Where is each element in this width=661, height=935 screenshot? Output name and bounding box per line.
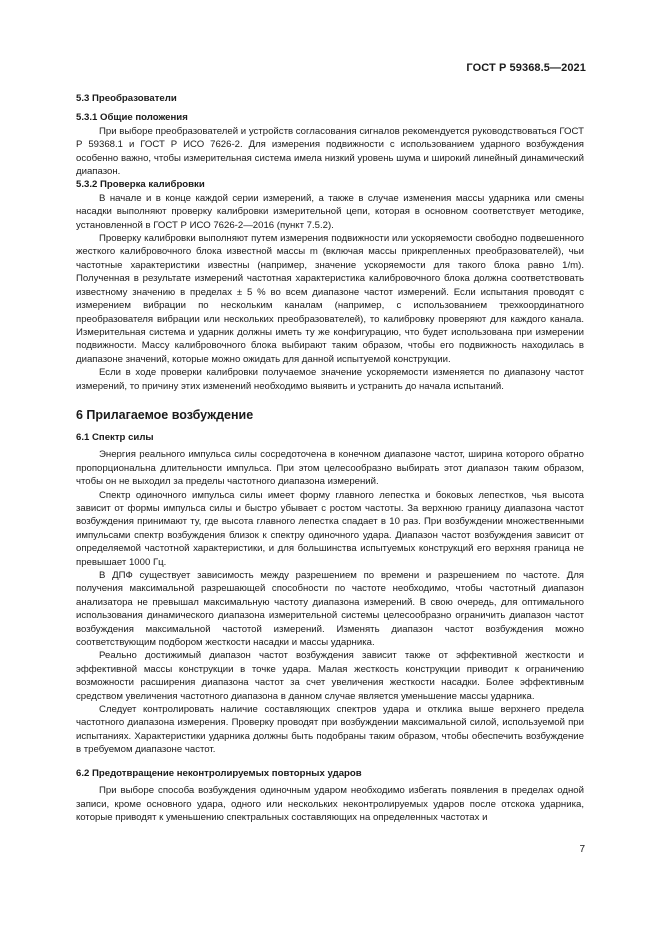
paragraph: Энергия реального импульса силы сосредоточена в конечном диапазоне частот, ширина которого обратно пропорциональна длительности импульса. При этом целесообразно выбирать этот диапазон таким образом, чтобы он не выходил за пределы частотного диапазона измерений. [76,449,584,488]
page-number: 7 [579,844,585,855]
paragraph: В начале и в конце каждой серии измерений, а также в случае изменения массы ударника или смены насадки выполняют проверку калибровки измерительной цепи, которая в основном соответствует методике, установленной в ГОСТ Р ИСО 7626-2—2016 (пункт 7.5.2). [76,192,584,231]
paragraph: Спектр одиночного импульса силы имеет форму главного лепестка и боковых лепестков, чья высота зависит от формы импульса силы и быстро убывает с ростом частоты. За верхнюю границу диапазона частот возбуждения принимают ту, где высота главного лепестка спадает в 10 раз. При возбуждении множественными импульсами спектр возбуждения близок к спектру одиночного удара. Диапазон частот возбуждения зависит от определяемой частотной характеристики, и для большинства испытуемых конструкций его верхняя граница не превышает 1000 Гц. [76,489,584,568]
paragraph: Проверку калибровки выполняют путем измерения подвижности или ускоряемости свободно подвешенного жесткого калибровочного блока известной массы m (включая массы прикрепленных преобразователей), чьи частотные характеристики известны (например, значение ускоряемости для такого блока равно 1/m). Полученная в результате измерений частотная характеристика калибровочного блока должна соответствовать известному значению в пределах ± 5 % во всем диапазоне частот измерений. Если испытания проводят с измерением вибрации по нескольким каналам (например, с использованием трехкоординатного преобразователя вибрации или нескольких преобразователей), то калибровку проверяют для каждого канала. Измерительная система и ударник должны иметь ту же конфигурацию, что будет использована при измерении подвижности. Массу калибровочного блока выбирают таким образом, чтобы его подвижность находилась в диапазоне значений, которые можно ожидать для данной испытуемой конструкции. [76,233,584,365]
paragraph: Если в ходе проверки калибровки получаемое значение ускоряемости изменяется по диапазону частот измерений, то причину этих изменений необходимо выявить и устранить до начала испытаний. [76,367,584,392]
paragraph: Следует контролировать наличие составляющих спектров удара и отклика выше верхнего предела частотного диапазона измерения. Проверку проводят при возбуждении максимальной силой, используемой при испытаниях. Характеристики ударника должны быть подобраны таким образом, чтобы обеспечить возбуждение в требуемом диапазоне частот. [76,704,584,756]
section-6-1-title: 6.1 Спектр силы [76,431,154,443]
paragraph: При выборе способа возбуждения одиночным ударом необходимо избегать появления в пределах одной записи, кроме основного удара, одного или нескольких неконтролируемых ударов после отскока ударника, которые приводят к уменьшению спектральных составляющих на определенных частотах и [76,785,584,823]
paragraph: В ДПФ существует зависимость между разрешением по времени и разрешением по частоте. Для получения максимальной разрешающей способности по частоте необходимо, чтобы частотный диапазон анализатора не превышал максимальную частоту диапазона измерений. В свою очередь, для оптимального использования динамического диапазона измерительной системы целесообразно ограничить диапазон частот возбуждения максимальной частотой измерений. Изменять диапазон частот возбуждения можно соответствующим подбором жесткости насадки и массы ударника. [76,570,584,649]
section-5-3-title: 5.3 Преобразователи [76,93,177,104]
paragraph: При выборе преобразователей и устройств согласования сигналов рекомендуется руководствоваться ГОСТ Р 59368.1 и ГОСТ Р ИСО 7626-2. Для измерения подвижности с использованием ударного возбуждения особенно важно, чтобы измерительная система имела низкий уровень шума и широкий линейный динамический диапазон. [76,125,584,178]
section-5-3-2-title: 5.3.2 Проверка калибровки [76,179,205,191]
paragraph: Реально достижимый диапазон частот возбуждения зависит также от эффективной жесткости и эффективной массы конструкции в точке удара. Малая жесткость конструкции приводит к ограничению возможности расширения диапазона частот за счет увеличения жесткости насадки. Более эффективным средством увеличения частотного диапазона в данном случае является уменьшение массы ударника. [76,650,584,702]
document-body [76,92,584,824]
document-code: ГОСТ Р 59368.5—2021 [466,62,586,74]
section-5-3-1-title: 5.3.1 Общие положения [76,112,188,124]
section-6-2-title: 6.2 Предотвращение неконтролируемых повторных ударов [76,767,362,779]
section-6-title: 6 Прилагаемое возбуждение [76,407,254,422]
